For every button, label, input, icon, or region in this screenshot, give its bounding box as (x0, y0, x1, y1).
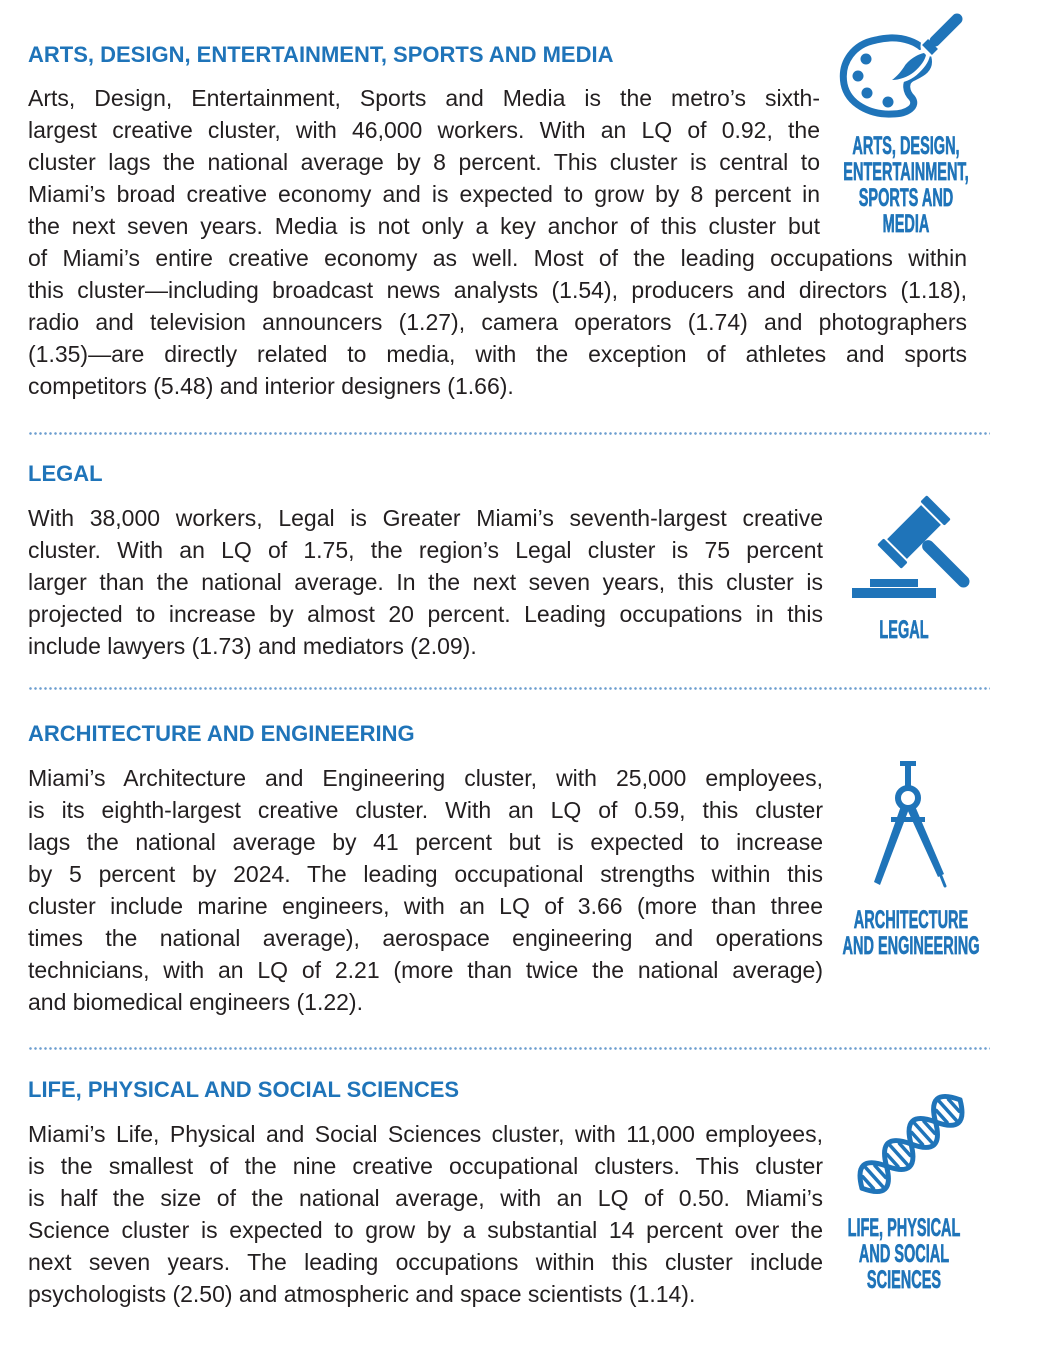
icon-label-line: MEDIA (882, 210, 930, 238)
body-line: radio and television announcers (1.27), camera operators (1.74) and photographers (28, 309, 967, 335)
body-line: psychologists (2.50) and atmospheric and space scientists (1.14). (28, 1281, 696, 1307)
icon-label (834, 617, 973, 643)
icon-label (841, 907, 980, 959)
body-line: and biomedical engineers (1.22). (28, 989, 363, 1015)
body-line: of Miami’s entire creative economy as well. Most of the leading occupations within (28, 245, 967, 271)
icon-label-line: LEGAL (879, 616, 929, 644)
arts-heading: ARTS, DESIGN, ENTERTAINMENT, SPORTS AND MEDIA (28, 42, 614, 67)
sciences-body (28, 1118, 823, 1310)
body-line: by 5 percent by 2024. The leading occupational strengths within this (28, 861, 823, 887)
body-line: cluster include marine engineers, with an LQ of 3.66 (more than three (28, 893, 823, 919)
body-line: include lawyers (1.73) and mediators (2.09). (28, 633, 477, 659)
dotted-divider (28, 432, 990, 435)
dna-icon (847, 1086, 975, 1202)
icon-label-line: LIFE, PHYSICAL (847, 1214, 961, 1242)
body-line: cluster lags the national average by 8 percent. This cluster is central to (28, 149, 820, 175)
body-line: largest creative cluster, with 46,000 workers. With an LQ of 0.92, the (28, 117, 820, 143)
body-line: Arts, Design, Entertainment, Sports and Media is the metro’s sixth- (28, 85, 820, 111)
icon-label (836, 133, 975, 237)
body-line: the next seven years. Media is not only a key anchor of this cluster but (28, 213, 820, 239)
icon-label-line: ARCHITECTURE (853, 906, 969, 934)
sciences-heading: LIFE, PHYSICAL AND SOCIAL SCIENCES (28, 1077, 460, 1102)
icon-label-line: AND SOCIAL (858, 1240, 950, 1268)
body-line: larger than the national average. In the next seven years, this cluster is (28, 569, 823, 595)
body-line: (1.35)—are directly related to media, with the exception of athletes and sports (28, 341, 967, 367)
icon-label-line: ARTS, DESIGN, (852, 132, 960, 160)
gavel-icon (850, 488, 985, 600)
body-line: Miami’s broad creative economy and is expected to grow by 8 percent in (28, 181, 820, 207)
body-line: Miami’s Life, Physical and Social Sciences cluster, with 11,000 employees, (28, 1121, 823, 1147)
legal-heading: LEGAL (28, 461, 103, 486)
architecture-body (28, 762, 823, 1018)
body-line: cluster. With an LQ of 1.75, the region’s Legal cluster is 75 percent (28, 537, 823, 563)
icon-label-line: SCIENCES (866, 1266, 942, 1294)
dotted-divider (28, 687, 990, 690)
body-line: lags the national average by 41 percent but is expected to increase (28, 829, 823, 855)
icon-label-line: AND ENGINEERING (842, 932, 980, 960)
compass-icon (862, 760, 954, 890)
legal-body (28, 502, 823, 662)
body-line: Miami’s Architecture and Engineering cluster, with 25,000 employees, (28, 765, 823, 791)
body-line: technicians, with an LQ of 2.21 (more than twice the national average) (28, 957, 823, 983)
body-line: times the national average), aerospace engineering and operations (28, 925, 823, 951)
palette-icon (836, 12, 964, 118)
architecture-heading: ARCHITECTURE AND ENGINEERING (28, 721, 415, 746)
body-line: competitors (5.48) and interior designers (1.66). (28, 373, 514, 399)
body-line: next seven years. The leading occupations within this cluster include (28, 1249, 823, 1275)
dotted-divider (28, 1047, 990, 1050)
body-line: Science cluster is expected to grow by a substantial 14 percent over the (28, 1217, 823, 1243)
icon-label-line: SPORTS AND (858, 184, 954, 212)
icon-label (834, 1215, 973, 1293)
body-line: this cluster—including broadcast news analysts (1.54), producers and directors (1.18), (28, 277, 967, 303)
body-line: is its eighth-largest creative cluster. With an LQ of 0.59, this cluster (28, 797, 823, 823)
body-line: is the smallest of the nine creative occupational clusters. This cluster (28, 1153, 823, 1179)
arts-body (28, 82, 967, 402)
body-line: is half the size of the national average, with an LQ of 0.50. Miami’s (28, 1185, 823, 1211)
icon-label-line: ENTERTAINMENT, (843, 158, 969, 186)
body-line: With 38,000 workers, Legal is Greater Miami’s seventh-largest creative (28, 505, 823, 531)
body-line: projected to increase by almost 20 percent. Leading occupations in this (28, 601, 823, 627)
